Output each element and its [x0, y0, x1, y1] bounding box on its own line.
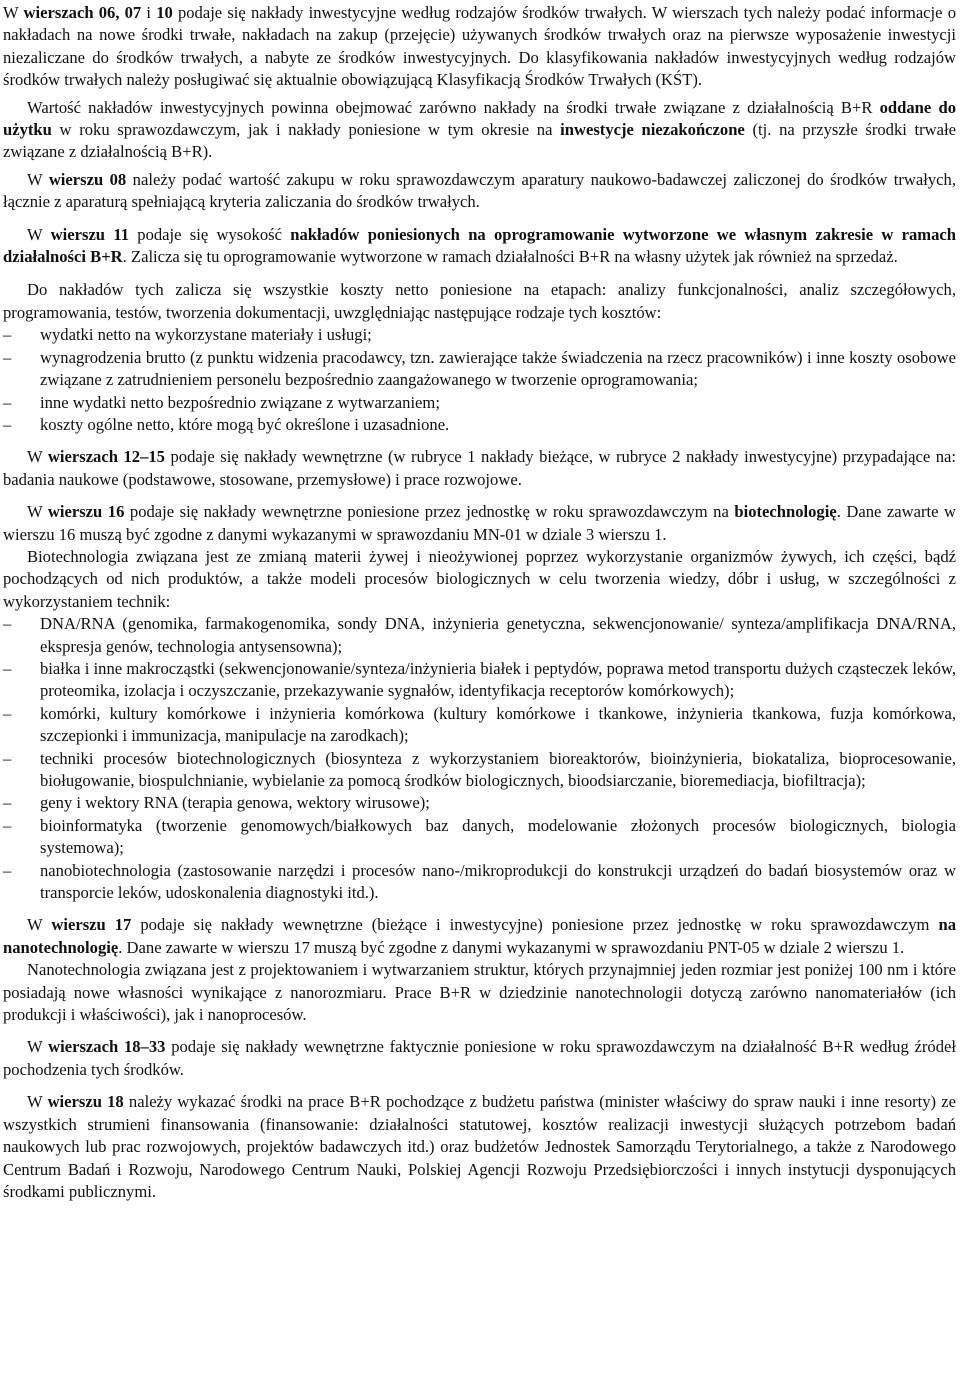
bold-text: oddane do użytku	[3, 97, 957, 140]
bold-text: biotechnologię	[734, 502, 837, 522]
text: W	[3, 3, 24, 22]
paragraph-investment-value	[3, 97, 956, 164]
paragraph-rows-18-33	[3, 1036, 956, 1081]
text: w roku sprawozdawczym, jak i nakłady poniesione w tym okresie na	[51, 120, 561, 140]
text: podaje się nakłady wewnętrzne (w rubryce 1 nakłady bieżące, w rubryce 2 nakłady inwestycyjne) przypadające na: badania naukowe (podstawowe, stosowane, przemysłowe) i prace rozwojowe.	[3, 447, 957, 489]
text: podaje się nakłady wewnętrzne faktycznie poniesione w roku sprawozdawczym na działalność B+R według źródeł pochodzenia tych środków.	[3, 1037, 956, 1079]
bold-text: wierszu 17	[51, 915, 132, 935]
bold-text: wierszach 12–15	[47, 447, 165, 467]
text: podaje się nakłady wewnętrzne poniesione przez jednostkę w roku sprawozdawczym na	[124, 502, 735, 522]
bold-text: wierszu 16	[47, 502, 125, 522]
bold-text: wierszu 11	[50, 224, 129, 244]
text: . Zalicza się tu oprogramowanie wytworzone w ramach działalności B+R na własny użytek jak również na sprzedaż.	[122, 247, 898, 267]
text: należy podać wartość zakupu w roku sprawozdawczym aparatury naukowo-badawczej zaliczonej do środków trwałych, łącznie z aparaturą spełniającą kryteria zaliczania do środków trwałych.	[3, 169, 956, 212]
list-item: – komórki, kultury komórkowe i inżynieria komórkowa (kultury komórkowe i tkankowe, inżynieria tkankowa, fuzja komórkowa, szczepionki i immunizacja, manipulacje na zarodkach);	[3, 703, 956, 748]
paragraph-rows-06-07-10	[3, 2, 956, 92]
paragraph-rows-12-15	[3, 446, 956, 491]
text: podaje się nakłady wewnętrzne (bieżące i inwestycyjne) poniesione przez jednostkę w roku sprawozdawczym	[131, 915, 939, 935]
text: W	[27, 447, 48, 467]
list-item: – techniki procesów biotechnologicznych (biosynteza z wykorzystaniem bioreaktorów, bioinżynieria, biokataliza, bioprocesowanie, bioługowanie, biospulchnianie, wybielanie za pomocą środków biologicznych, bioodsiarczanie, bioremediacja, biofiltracja);	[3, 748, 956, 793]
text: podaje się wysokość	[129, 224, 291, 244]
text: . Dane zawarte w wierszu 17 muszą być zgodne z danymi wykazanymi w sprawozdaniu PNT-05 w dziale 2 wierszu 1.	[118, 937, 905, 957]
list-item: – nanobiotechnologia (zastosowanie narzędzi i procesów nano-/mikroprodukcji do konstrukcji urządzeń do badań biosystemów oraz w transporcie leków, udoskonalenia diagnostyki itd.).	[3, 860, 956, 905]
list-item: – wynagrodzenia brutto (z punktu widzenia pracodawcy, tzn. zawierające także świadczenia na rzecz pracowników) i inne koszty osobowe związane z zatrudnieniem personelu bezpośrednio zaangażowanego w tworzenie oprogramowania;	[3, 347, 956, 392]
bold-text: wierszach 18–33	[48, 1037, 166, 1057]
bold-text: wierszu 18	[47, 1092, 124, 1112]
list-item: – bioinformatyka (tworzenie genomowych/białkowych baz danych, modelowanie złożonych procesów biologicznych, biologia systemowa);	[3, 815, 956, 860]
text: należy wykazać środki na prace B+R pochodzące z budżetu państwa (minister właściwy do spraw nauki i inne resorty) ze wszystkich strumieni finansowania (finansowanie: działalności statutowej, kosztów realizacji inwestycji służących potrzebom badań naukowych lub prac rozwojowych, projektów badawczych itd.) oraz budżetów Jednostek Samorządu Terytorialnego, a także z Narodowego Centrum Badań i Rozwoju, Narodowego Centrum Nauki, Polskiej Agencji Rozwoju Przedsiębiorczości i innych instytucji dysponujących środkami publicznymi.	[3, 1092, 957, 1201]
list-item: – białka i inne makrocząstki (sekwencjonowanie/synteza/inżynieria białek i peptydów, poprawa metod transportu dużych cząsteczek leków, proteomika, izolacja i oczyszczanie, przekazywanie sygnałów, identyfikacja receptorów komórkowych);	[3, 658, 956, 703]
text: W	[27, 1037, 49, 1057]
bold-text: wierszu 08	[48, 169, 127, 189]
bold-text: wierszach 06, 07	[23, 3, 142, 22]
text: W	[27, 502, 48, 522]
list-item: – inne wydatki netto bezpośrednio związane z wytwarzaniem;	[3, 392, 956, 414]
paragraph-row-08	[3, 169, 956, 214]
paragraph-row-16	[3, 501, 956, 546]
text: i	[141, 3, 157, 22]
text: . Dane zawarte w wierszu 16 muszą być zgodne z danymi wykazanymi w sprawozdaniu MN-01 w dziale 3 wierszu 1.	[3, 502, 956, 544]
text: W	[27, 169, 49, 189]
list-item: – DNA/RNA (genomika, farmakogenomika, sondy DNA, inżynieria genetyczna, sekwencjonowanie/ synteza/amplifikacja DNA/RNA, ekspresja genów, technologia antysensowna);	[3, 613, 956, 658]
paragraph-software-costs: Do nakładów tych zalicza się wszystkie koszty netto poniesione na etapach: analizy funkcjonalności, analiz szczegółowych, programowania, testów, tworzenia dokumentacji, uwzględniając następujące rodzaje tych kosztów:	[3, 280, 956, 322]
cost-types-list	[3, 324, 956, 436]
text: podaje się nakłady inwestycyjne według rodzajów środków trwałych. W wierszach tych należy podać informacje o nakładach na nowe środki trwałe, nakładach na zakup (przejęcie) używanych środków trwałych oraz na pierwsze wyposażenie inwestycji niezaliczane do środków trwałych, a nabyte ze środków inwestycyjnych. Do klasyfikowania nakładów inwestycyjnych według rodzajów środków trwałych należy posługiwać się aktualnie obowiązującą Klasyfikacją Środków Trwałych (KŚT).	[3, 3, 956, 90]
text: Wartość nakładów inwestycyjnych powinna obejmować zarówno nakłady na środki trwałe związane z działalnością B+R	[27, 97, 880, 117]
biotech-techniques-list	[3, 613, 956, 904]
bold-text: na nanotechnologię	[3, 915, 956, 957]
paragraph-row-17	[3, 914, 956, 959]
list-item: – koszty ogólne netto, które mogą być określone i uzasadnione.	[3, 414, 956, 436]
text: W	[27, 1092, 48, 1112]
text: (tj. na przyszłe środki trwałe związane z działalnością B+R).	[3, 120, 956, 162]
paragraph-nanotechnology-definition: Nanotechnologia związana jest z projektowaniem i wytwarzaniem struktur, których przynajmniej jeden rozmiar jest poniżej 100 nm i które posiadają nowe własności wynikające z nanorozmiaru. Prace B+R w dziedzinie nanotechnologii dotyczą zarówno nanomateriałów (ich produkcji i właściwości), jak i nanoprocesów.	[3, 960, 956, 1025]
paragraph-biotechnology-definition: Biotechnologia związana jest ze zmianą materii żywej i nieożywionej poprzez wykorzystanie organizmów żywych, ich części, bądź pochodzących od nich produktów, a także modeli procesów biologicznych w celu tworzenia wiedzy, dóbr i usług, w szczególności z wykorzystaniem technik:	[3, 546, 956, 611]
text: W	[27, 224, 51, 244]
bold-text: nakładów poniesionych na oprogramowanie wytworzone we własnym zakresie w ramach działalności B+R	[3, 224, 957, 267]
paragraph-row-11	[3, 224, 956, 269]
list-item: – geny i wektory RNA (terapia genowa, wektory wirusowe);	[3, 792, 956, 814]
paragraph-row-18	[3, 1091, 956, 1203]
list-item: – wydatki netto na wykorzystane materiały i usługi;	[3, 324, 956, 346]
bold-text: 10	[156, 3, 173, 22]
text: W	[27, 915, 52, 935]
bold-text: inwestycje niezakończone	[560, 120, 745, 140]
